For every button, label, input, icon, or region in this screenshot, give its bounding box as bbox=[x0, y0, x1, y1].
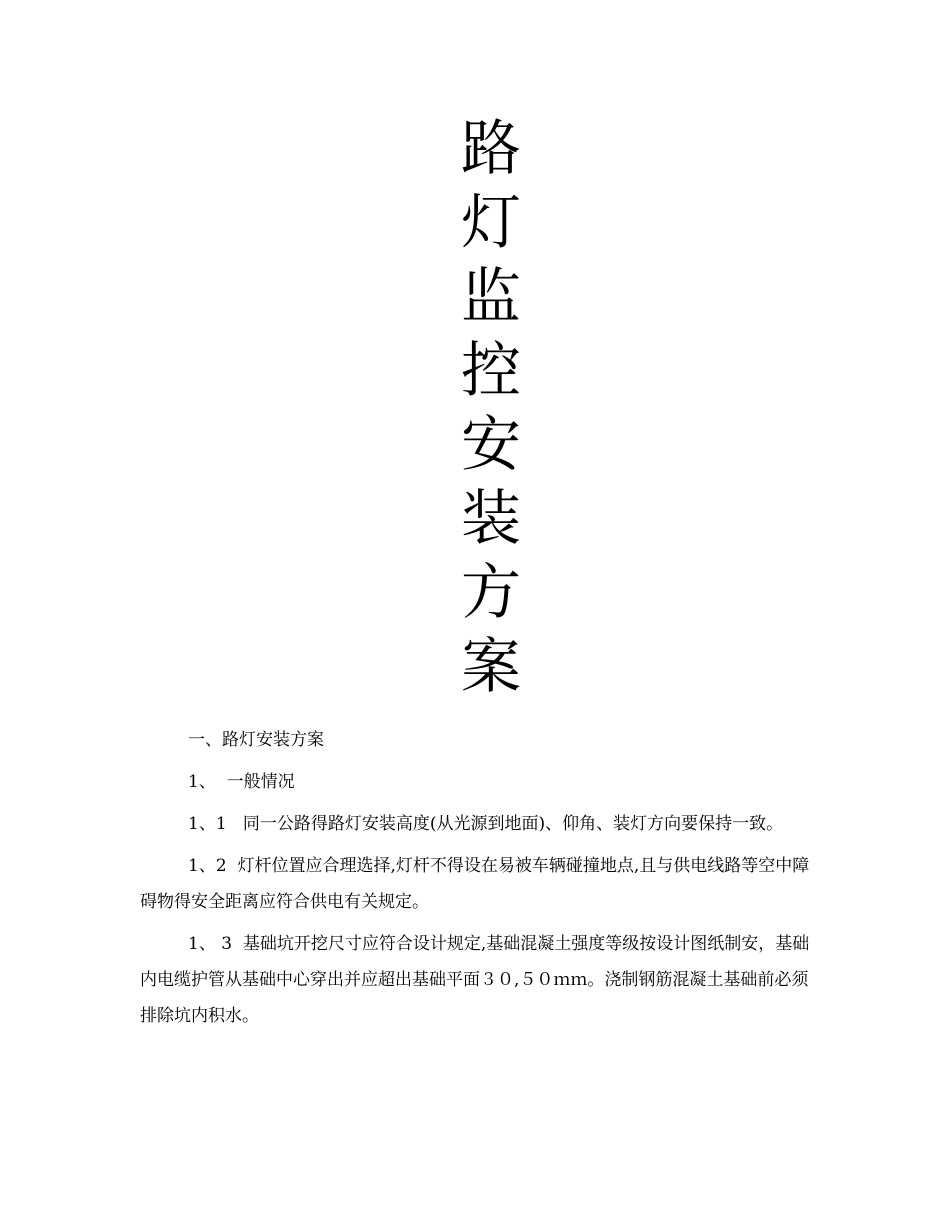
document-title-vertical bbox=[456, 112, 526, 704]
body-paragraph: 1、1 同一公路得路灯安装高度(从光源到地面)、仰角、装灯方向要保持一致。 bbox=[188, 814, 784, 834]
title-char: 方 bbox=[461, 558, 521, 628]
title-char: 控 bbox=[461, 336, 521, 406]
title-char: 监 bbox=[461, 262, 521, 332]
title-char: 安 bbox=[461, 410, 521, 480]
title-char: 灯 bbox=[461, 188, 521, 258]
document-body bbox=[140, 722, 810, 1034]
subsection-heading: 1、 一般情况 bbox=[188, 772, 295, 792]
section-heading: 一、路灯安装方案 bbox=[188, 730, 324, 750]
title-char: 装 bbox=[461, 484, 521, 554]
title-char: 案 bbox=[461, 632, 521, 702]
title-char: 路 bbox=[461, 114, 521, 184]
body-paragraph: 1、 3 基础坑开挖尺寸应符合设计规定,基础混凝土强度等级按设计图纸制安，基础内电缆护管从基础中心穿出并应超出基础平面３０,５０ｍｍ。浇制钢筋混凝土基础前必须排除坑内积水。 bbox=[140, 934, 810, 1026]
body-paragraph: 1、2 灯杆位置应合理选择,灯杆不得设在易被车辆碰撞地点,且与供电线路等空中障碍物得安全距离应符合供电有关规定。 bbox=[140, 856, 810, 912]
